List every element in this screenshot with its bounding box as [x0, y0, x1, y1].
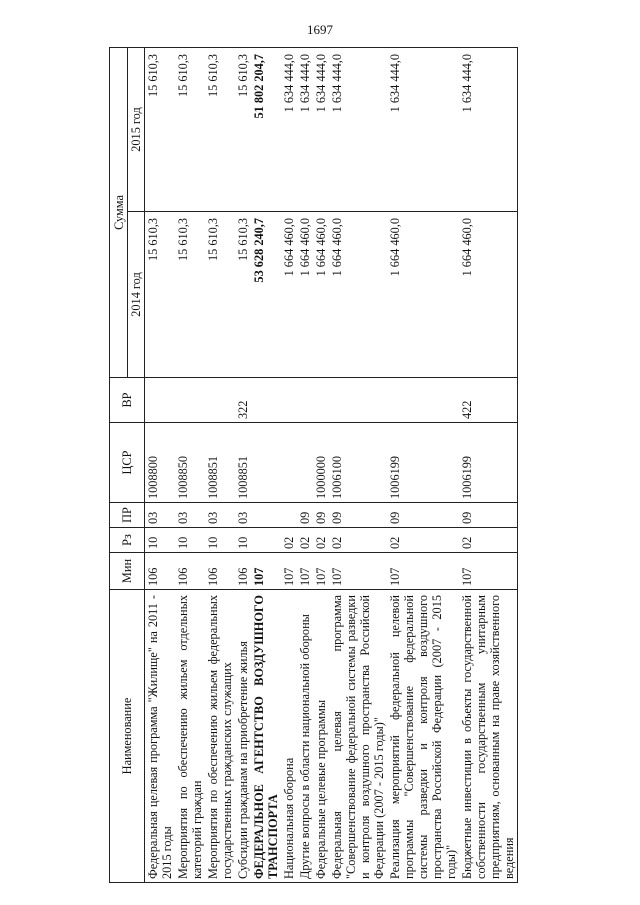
row-2015: 15 610,3: [235, 47, 251, 211]
row-csr: 1008800: [145, 423, 176, 503]
row-2015: 51 802 204,7: [251, 47, 281, 211]
header-csr: ЦСР: [110, 423, 145, 503]
table-row: [175, 47, 205, 882]
row-csr: 1006199: [459, 423, 518, 503]
row-2014: 15 610,3: [235, 212, 251, 378]
row-rz: 10: [175, 528, 205, 553]
row-name: Федеральные целевые программы: [313, 590, 329, 883]
row-rz: 02: [329, 528, 387, 553]
row-rz: [251, 528, 281, 553]
row-2015: 15 610,3: [145, 47, 176, 211]
row-vr: [205, 378, 235, 423]
row-vr: [251, 378, 281, 423]
row-pr: 09: [329, 503, 387, 528]
row-min: 107: [297, 553, 313, 590]
row-csr: [251, 423, 281, 503]
row-rz: 02: [281, 528, 297, 553]
row-2014: 1 664 460,0: [387, 212, 459, 378]
row-vr: 422: [459, 378, 518, 423]
row-2014: 15 610,3: [175, 212, 205, 378]
row-min: 107: [251, 553, 281, 590]
row-2014: 53 628 240,7: [251, 212, 281, 378]
row-name: Субсидии гражданам на приобретение жилья: [235, 590, 251, 883]
row-csr: [281, 423, 297, 503]
row-2015: 1 634 444,0: [329, 47, 387, 211]
row-min: 107: [281, 553, 297, 590]
row-min: 106: [235, 553, 251, 590]
row-rz: 02: [313, 528, 329, 553]
row-2014: 1 664 460,0: [329, 212, 387, 378]
row-rz: 02: [297, 528, 313, 553]
row-csr: 1006100: [329, 423, 387, 503]
row-vr: 322: [235, 378, 251, 423]
row-min: 106: [175, 553, 205, 590]
header-2015: 2015 год: [128, 47, 145, 211]
row-2014: 1 664 460,0: [313, 212, 329, 378]
row-min: 107: [329, 553, 387, 590]
row-rz: 02: [459, 528, 518, 553]
row-name: Мероприятия по обеспечению жильем отдельных категорий граждан: [175, 590, 205, 883]
table-header: [110, 47, 145, 882]
row-pr: 03: [235, 503, 251, 528]
row-csr: 1000000: [313, 423, 329, 503]
row-rz: 02: [387, 528, 459, 553]
budget-table-rotated: [109, 48, 536, 883]
row-name: Мероприятия по обеспечению жильем федеральных государственных гражданских служащих: [205, 590, 235, 883]
row-name: Бюджетные инвестиции в объекты государственной собственности государственным унитарным предприятиям, основанным на праве хозяйственного ведения: [459, 590, 518, 883]
row-2015: 15 610,3: [205, 47, 235, 211]
row-vr: [313, 378, 329, 423]
row-2014: 15 610,3: [205, 212, 235, 378]
row-name: Национальная оборона: [281, 590, 297, 883]
header-min: Мин: [110, 553, 145, 590]
row-2014: 1 664 460,0: [281, 212, 297, 378]
row-pr: 03: [175, 503, 205, 528]
row-2015: 1 634 444,0: [387, 47, 459, 211]
row-2015: 1 634 444,0: [313, 47, 329, 211]
row-pr: [281, 503, 297, 528]
table-row: [297, 47, 313, 882]
row-vr: [281, 378, 297, 423]
row-csr: [297, 423, 313, 503]
row-vr: [387, 378, 459, 423]
header-rz: Рз: [110, 528, 145, 553]
row-vr: [297, 378, 313, 423]
row-rz: 10: [145, 528, 176, 553]
row-name: ФЕДЕРАЛЬНОЕ АГЕНТСТВО ВОЗДУШНОГО ТРАНСПОРТА: [251, 590, 281, 883]
header-name: Наименование: [110, 590, 145, 883]
row-pr: 09: [297, 503, 313, 528]
row-name: Реализация мероприятий федеральной целевой программы "Совершенствование федеральной системы разведки и контроля воздушного пространства Российской Федерации (2007 - 2015 годы)": [387, 590, 459, 883]
row-min: 106: [145, 553, 176, 590]
row-rz: 10: [205, 528, 235, 553]
row-vr: [175, 378, 205, 423]
row-name: Федеральная целевая программа "Жилище" на 2011 - 2015 годы: [145, 590, 176, 883]
row-pr: [251, 503, 281, 528]
budget-table: [109, 47, 518, 883]
table-row: [145, 47, 176, 882]
table-row: [205, 47, 235, 882]
table-body: [145, 47, 518, 882]
row-2014: 1 664 460,0: [297, 212, 313, 378]
table-row: [235, 47, 251, 882]
row-csr: 1008851: [205, 423, 235, 503]
row-2015: 1 634 444,0: [459, 47, 518, 211]
row-pr: 09: [387, 503, 459, 528]
table-row: [251, 47, 281, 882]
row-csr: 1008850: [175, 423, 205, 503]
row-2015: 1 634 444,0: [281, 47, 297, 211]
row-min: 107: [459, 553, 518, 590]
table-row: [313, 47, 329, 882]
row-2015: 1 634 444,0: [297, 47, 313, 211]
row-rz: 10: [235, 528, 251, 553]
row-2014: 1 664 460,0: [459, 212, 518, 378]
row-pr: 09: [313, 503, 329, 528]
row-name: Федеральная целевая программа "Совершенствование федеральной системы разведки и контроля воздушного пространства Российской Федерации (2007 - 2015 годы)": [329, 590, 387, 883]
row-csr: 1006199: [387, 423, 459, 503]
row-csr: 1008851: [235, 423, 251, 503]
header-sum: Сумма: [110, 47, 128, 377]
row-vr: [145, 378, 176, 423]
row-2014: 15 610,3: [145, 212, 176, 378]
row-pr: 03: [205, 503, 235, 528]
table-row: [281, 47, 297, 882]
row-min: 107: [387, 553, 459, 590]
row-min: 107: [313, 553, 329, 590]
page-number: 1697: [307, 22, 333, 37]
row-name: Другие вопросы в области национальной обороны: [297, 590, 313, 883]
row-pr: 03: [145, 503, 176, 528]
header-pr: ПР: [110, 503, 145, 528]
table-row: [329, 47, 387, 882]
row-2015: 15 610,3: [175, 47, 205, 211]
table-row: [387, 47, 459, 882]
row-min: 106: [205, 553, 235, 590]
row-vr: [329, 378, 387, 423]
row-pr: 09: [459, 503, 518, 528]
table-row: [459, 47, 518, 882]
header-vr: ВР: [110, 378, 145, 423]
header-2014: 2014 год: [128, 212, 145, 378]
